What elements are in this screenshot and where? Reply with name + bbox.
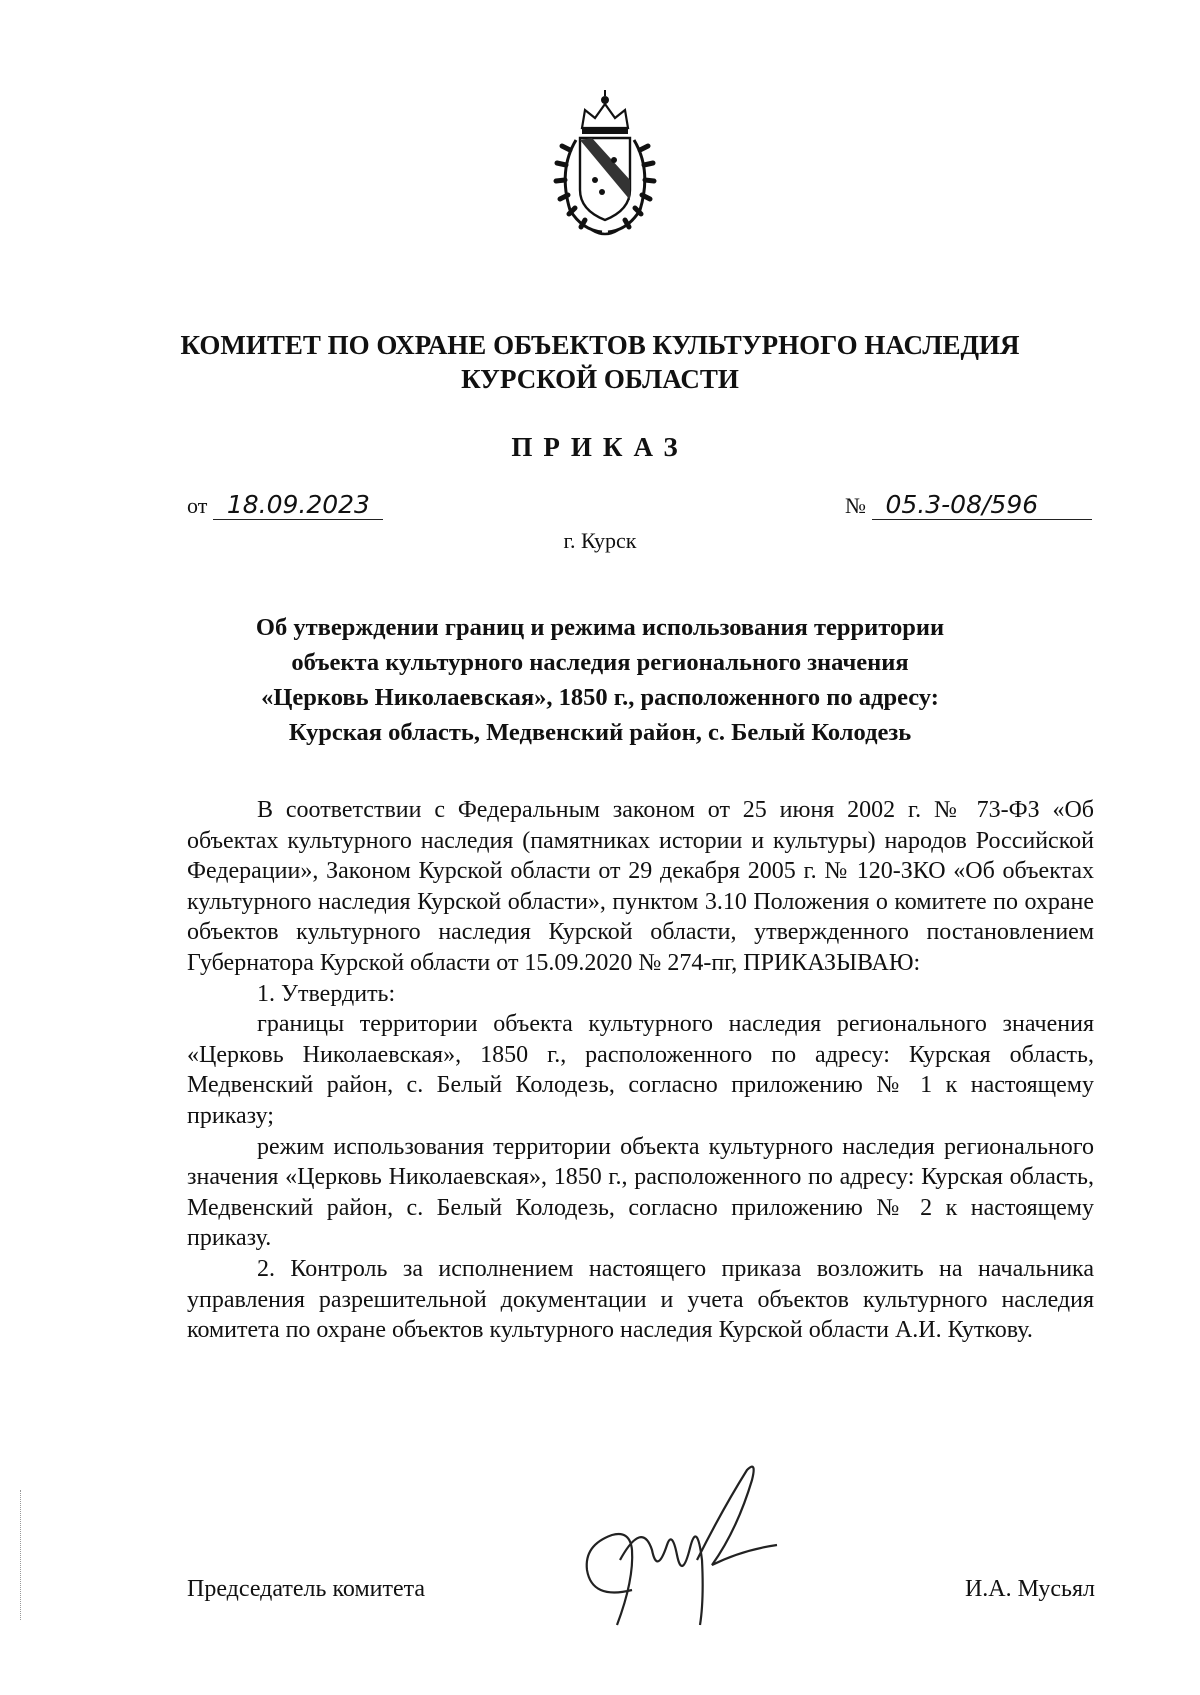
item-2: 2. Контроль за исполнением настоящего приказа возложить на начальника управления разрешительной документации и учета объектов культурного наследия комитета по охране объектов культурного наследия Курской области А.И. Куткову. — [187, 1255, 1094, 1344]
subject-line3: «Церковь Николаевская», 1850 г., расположенного по адресу: — [261, 684, 939, 711]
signatory-name: И.А. Мусьял — [964, 1576, 1095, 1602]
subject-line4: Курская область, Медвенский район, с. Белый Колодезь — [288, 719, 912, 746]
subject-line1: Об утверждении границ и режима использования территории — [255, 614, 945, 641]
order-date — [187, 490, 383, 520]
preamble-paragraph: В соответствии с Федеральным законом от 25 июня 2002 г. № 73-ФЗ «Об объектах культурного наследия (памятниках истории и культуры) народов Российской Федерации», Законом Курской области от 29 декабря 2005 г. № 120-ЗКО «Об объектах культурного наследия Курской области», пунктом 3.10 Положения о комитете по охране объектов культурного наследия Курской области, утвержденного постановлением Губернатора Курской области от 15.09.2020 № 274-пг, ПРИКАЗЫВАЮ: — [187, 797, 1094, 976]
order-subject — [150, 610, 1050, 750]
order-body — [187, 795, 1094, 1346]
document-title: ПРИКАЗ — [511, 432, 689, 462]
item-1-boundaries: границы территории объекта культурного наследия регионального значения «Церковь Николаевская», 1850 г., расположенного по адресу: Курская область, Медвенский район, с. Белый Колодезь, согласно приложению № 1 к настоящему приказу; — [187, 1011, 1094, 1129]
organization-name — [100, 328, 1100, 396]
date-value: 18.09.2023 — [213, 490, 383, 520]
handwritten-signature — [572, 1450, 792, 1640]
order-number — [845, 490, 1092, 520]
item-1: 1. Утвердить: — [257, 980, 396, 1007]
number-prefix: № — [845, 493, 866, 518]
subject-line2: объекта культурного наследия регионального значения — [291, 649, 909, 676]
date-prefix: от — [187, 493, 208, 518]
number-value: 05.3-08/596 — [872, 490, 1092, 520]
scan-margin-dots — [20, 1490, 27, 1620]
organization-name-line1: КОМИТЕТ ПО ОХРАНЕ ОБЪЕКТОВ КУЛЬТУРНОГО НАСЛЕДИЯ — [180, 330, 1020, 360]
signatory-position: Председатель комитета — [187, 1576, 426, 1602]
item-1-regime: режим использования территории объекта культурного наследия регионального значения «Церковь Николаевская», 1850 г., расположенного по адресу: Курская область, Медвенский район, с. Белый Колодезь, согласно приложению № 2 к настоящему приказу. — [187, 1133, 1094, 1252]
city: г. Курск — [563, 528, 637, 553]
coat-of-arms-icon — [540, 80, 670, 240]
organization-name-line2: КУРСКОЙ ОБЛАСТИ — [461, 364, 739, 394]
